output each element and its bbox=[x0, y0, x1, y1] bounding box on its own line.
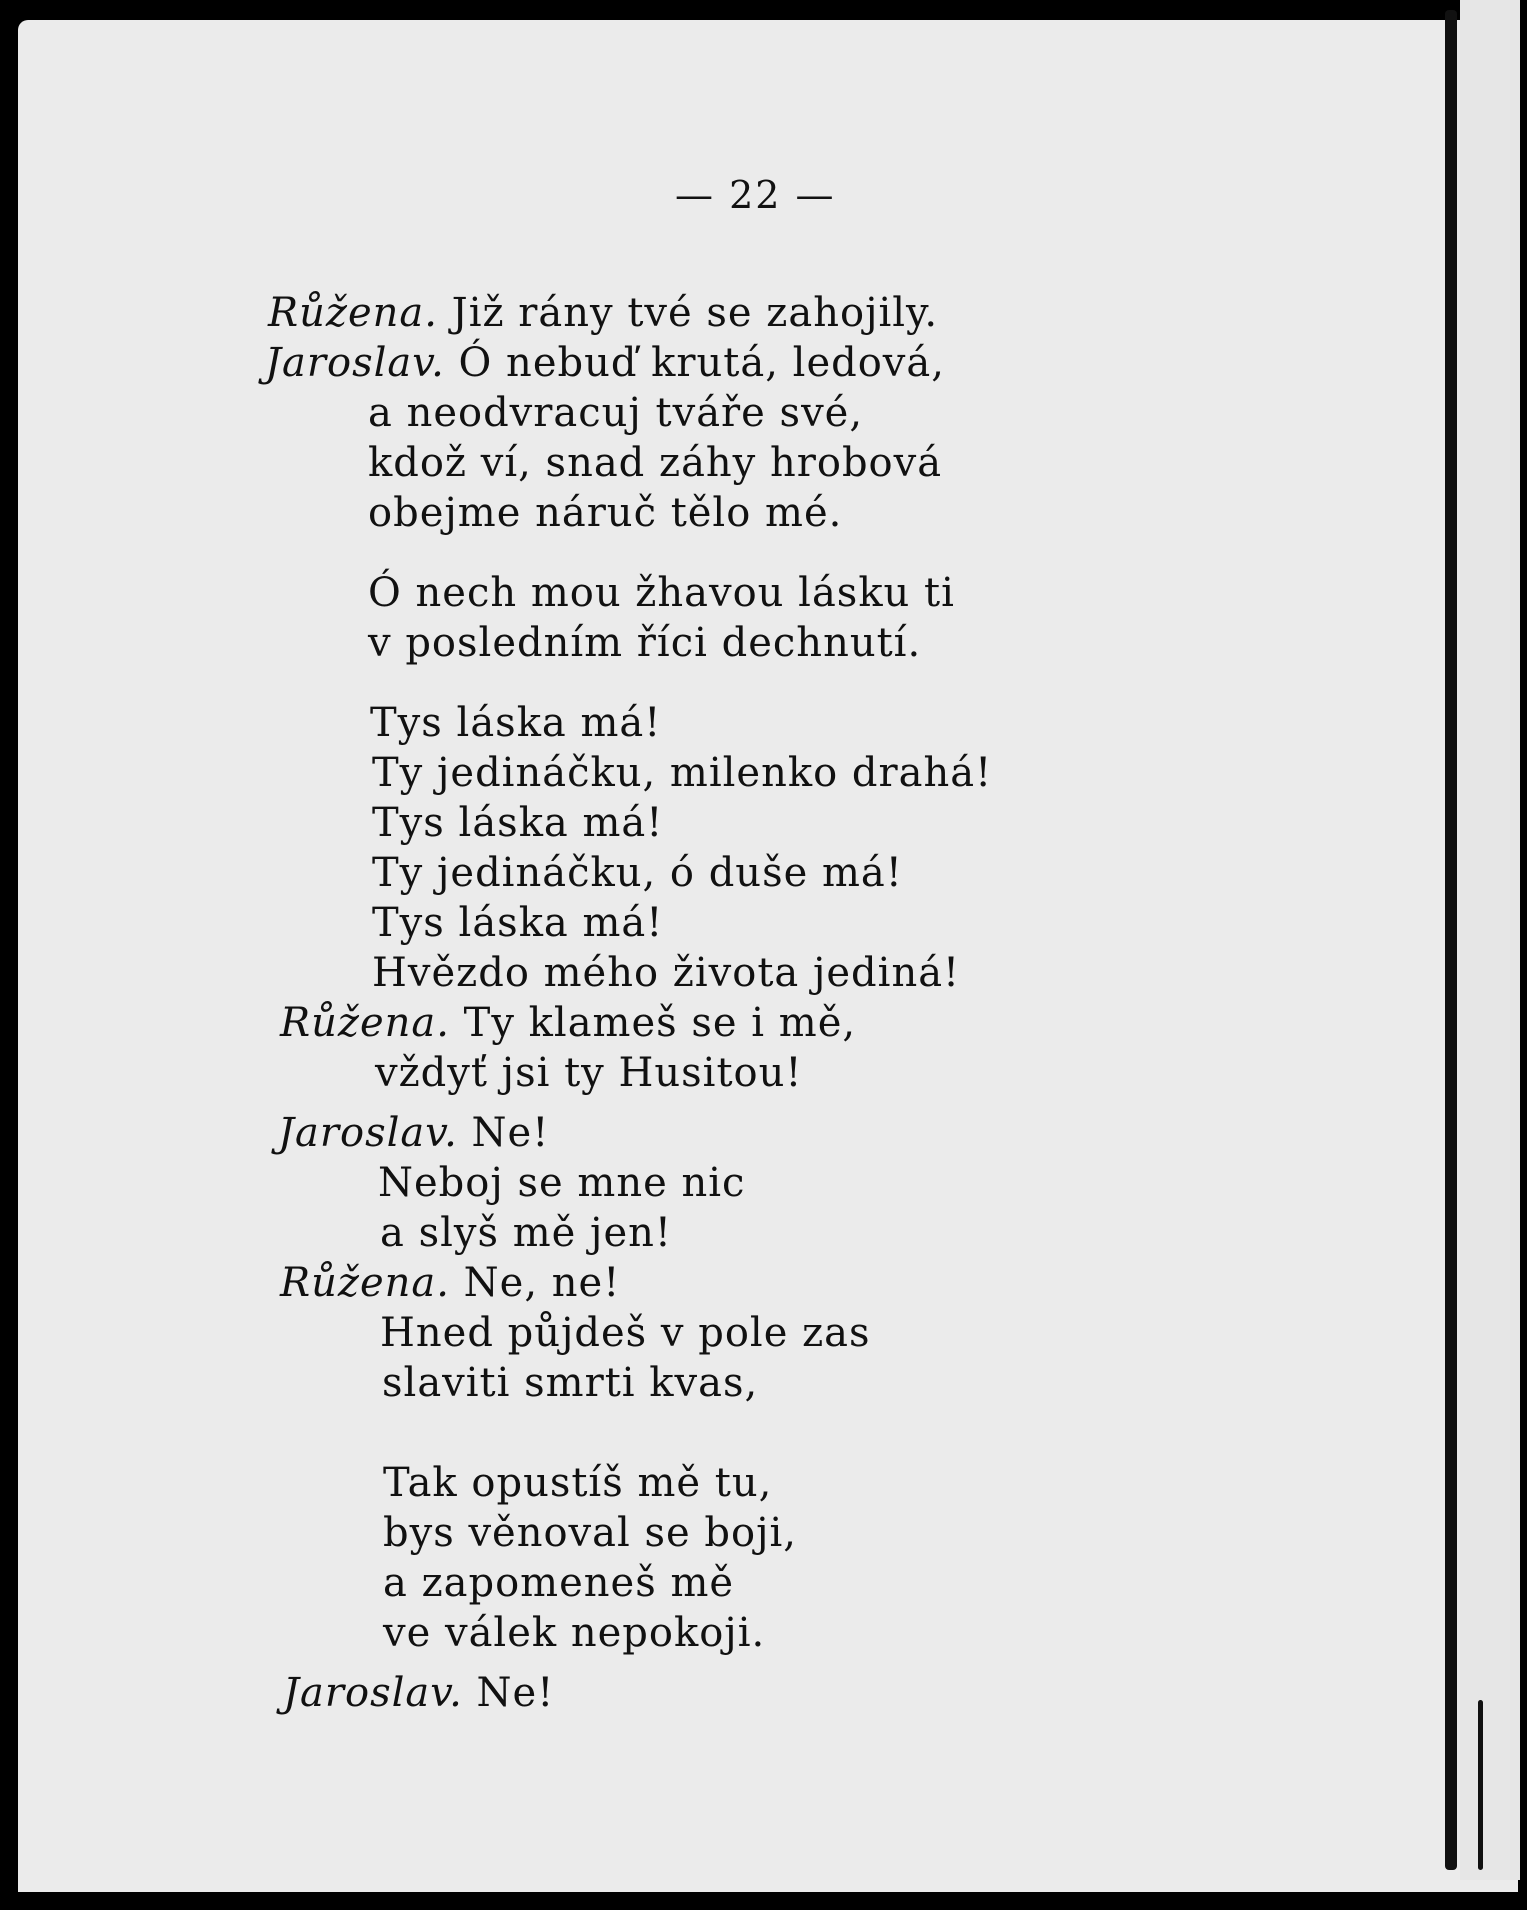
verse-line-text: Ne! bbox=[462, 1670, 555, 1716]
verse-line-text: Ty jedináčku, milenko drahá! bbox=[372, 750, 993, 796]
verse-line bbox=[383, 1610, 765, 1656]
verse-line-text: a neodvracuj tváře své, bbox=[368, 390, 864, 436]
verse-line-text: a zapomeneš mě bbox=[383, 1560, 735, 1606]
verse-line-text: Neboj se mne nic bbox=[378, 1160, 746, 1206]
page-binding-edge bbox=[1445, 10, 1457, 1870]
verse-line bbox=[380, 1210, 672, 1256]
speaker-name: Jaroslav. bbox=[265, 340, 445, 386]
speaker-name: Růžena. bbox=[268, 290, 438, 336]
verse-line bbox=[283, 1670, 554, 1716]
verse-line bbox=[372, 750, 992, 796]
verse-line-text: Hned půjdeš v pole zas bbox=[380, 1310, 871, 1356]
verse-line-text: Ty jedináčku, ó duše má! bbox=[372, 850, 903, 896]
page-binding-edge-lower bbox=[1478, 1700, 1483, 1870]
verse-line-text: Ne, ne! bbox=[449, 1260, 621, 1306]
verse-line-text: Hvězdo mého života jediná! bbox=[372, 950, 961, 996]
speaker-name: Růžena. bbox=[280, 1260, 450, 1306]
verse-line bbox=[378, 1160, 745, 1206]
adjacent-page-edge bbox=[1460, 0, 1520, 1880]
verse-line bbox=[372, 900, 663, 946]
speaker-name: Růžena. bbox=[280, 1000, 450, 1046]
verse-line bbox=[383, 1460, 772, 1506]
verse-line-text: Již rány tvé se zahojily. bbox=[437, 290, 939, 336]
verse-line bbox=[370, 700, 661, 746]
verse-line-text: kdož ví, snad záhy hrobová bbox=[368, 440, 943, 486]
verse-line bbox=[383, 1510, 797, 1556]
page-number: — 22 — bbox=[675, 173, 836, 217]
verse-line bbox=[372, 950, 960, 996]
verse-line bbox=[278, 1110, 549, 1156]
verse-line bbox=[368, 390, 863, 436]
verse-line bbox=[372, 800, 663, 846]
speaker-name: Jaroslav. bbox=[278, 1110, 458, 1156]
verse-line-text: Tys láska má! bbox=[370, 700, 662, 746]
verse-line-text: a slyš mě jen! bbox=[380, 1210, 672, 1256]
verse-line bbox=[280, 1000, 856, 1046]
verse-line-text: slaviti smrti kvas, bbox=[382, 1360, 759, 1406]
verse-line-text: v posledním říci dechnutí. bbox=[368, 620, 922, 666]
verse-line-text: Tak opustíš mě tu, bbox=[383, 1460, 773, 1506]
verse-line-text: bys věnoval se boji, bbox=[383, 1510, 798, 1556]
verse-line-text: ve válek nepokoji. bbox=[383, 1610, 766, 1656]
verse-line-text: obejme náruč tělo mé. bbox=[368, 490, 843, 536]
verse-line bbox=[280, 1260, 620, 1306]
verse-line bbox=[368, 490, 842, 536]
verse-line bbox=[375, 1050, 802, 1096]
verse-line bbox=[372, 850, 903, 896]
speaker-name: Jaroslav. bbox=[283, 1670, 463, 1716]
verse-line-text: Ó nebuď krutá, ledová, bbox=[444, 340, 945, 386]
verse-line-text: Ty klameš se i mě, bbox=[449, 1000, 857, 1046]
verse-line-text: Ó nech mou žhavou lásku ti bbox=[368, 570, 955, 616]
verse-line bbox=[368, 440, 942, 486]
verse-line bbox=[380, 1310, 871, 1356]
verse-line-text: Tys láska má! bbox=[372, 900, 664, 946]
verse-line bbox=[268, 290, 938, 336]
verse-line bbox=[382, 1360, 758, 1406]
verse-line bbox=[265, 340, 945, 386]
verse-line bbox=[368, 570, 955, 616]
verse-line bbox=[383, 1560, 734, 1606]
verse-line-text: vždyť jsi ty Husitou! bbox=[375, 1050, 803, 1096]
verse-line-text: Tys láska má! bbox=[372, 800, 664, 846]
verse-line bbox=[368, 620, 921, 666]
verse-line-text: Ne! bbox=[457, 1110, 550, 1156]
